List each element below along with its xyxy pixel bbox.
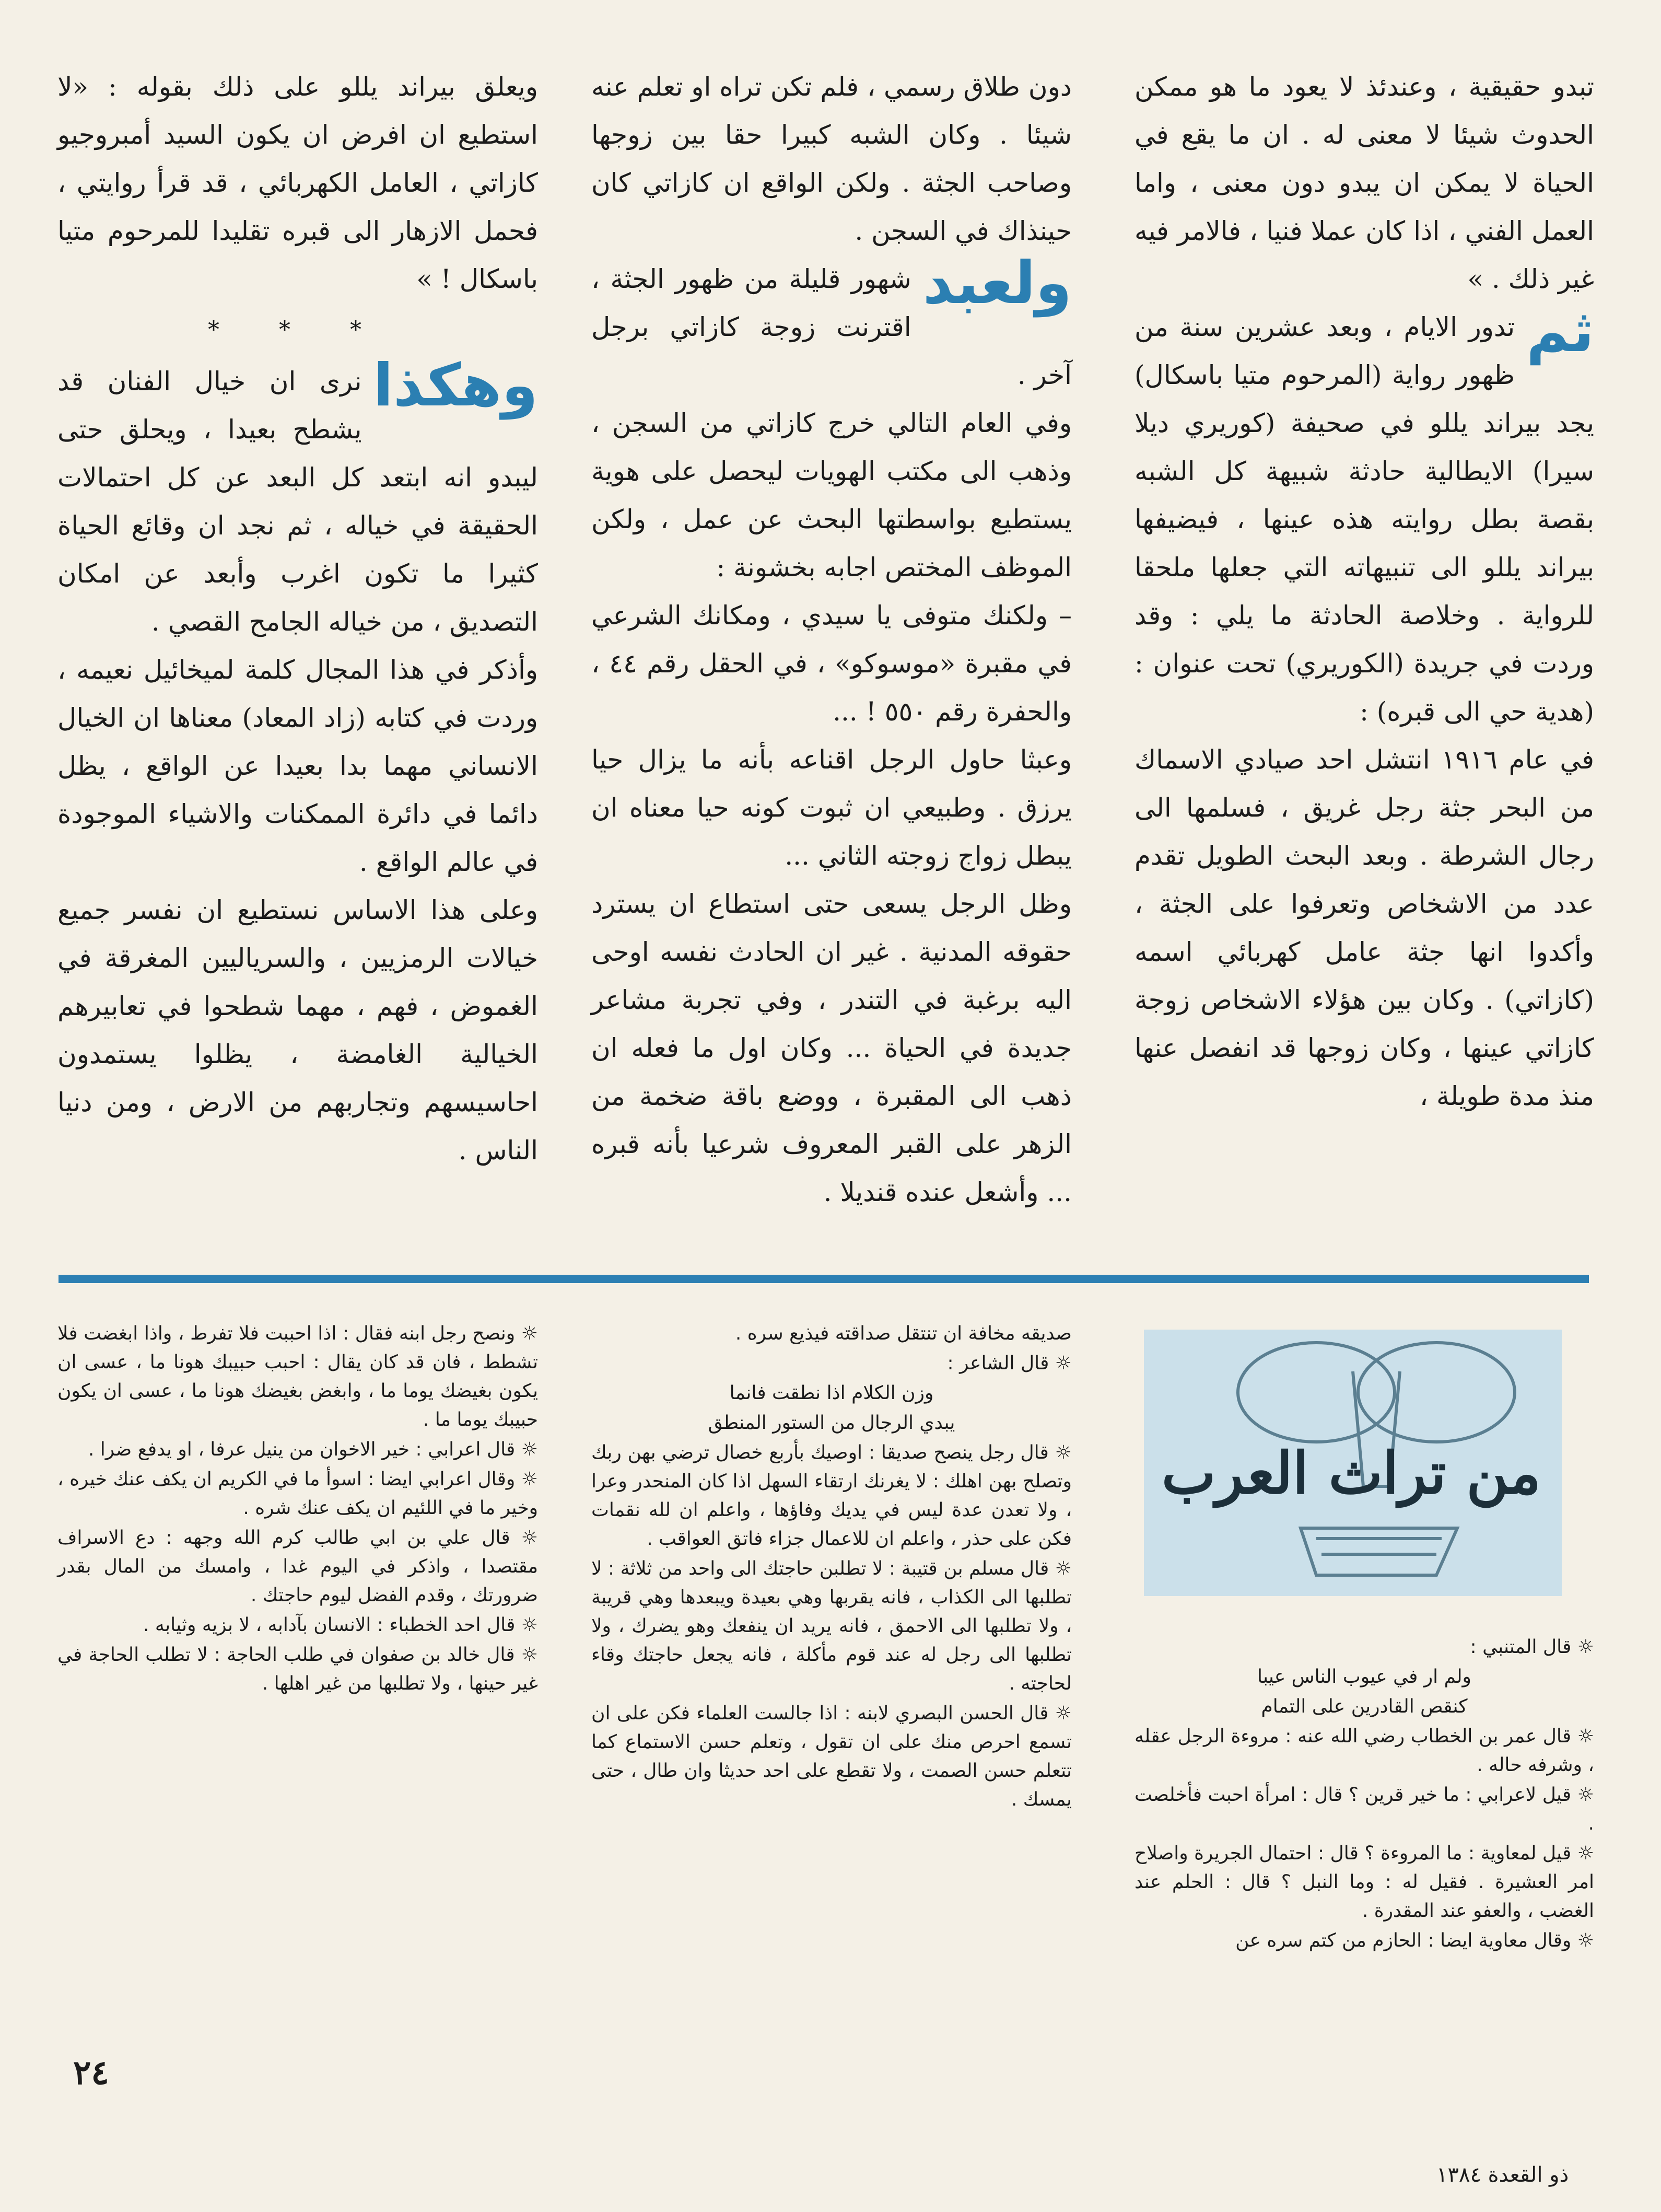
paragraph: وأذكر في هذا المجال كلمة لميخائيل نعيمه ، وردت في كتابه (زاد المعاد) معناها ان الخيال الانساني مهما بدا بعيدا عن الواقع ، يظل دائما في دائرة الممكنات والاشياء الموجودة في عالم الواقع . [57, 655, 538, 877]
poem-line: يبدي الرجال من الستور المنطق [708, 1412, 955, 1434]
saying: ☼ قال خالد بن صفوان في طلب الحاجة : لا تطلب الحاجة في غير حينها ، ولا تطلبها من غير اهلها . [57, 1644, 538, 1694]
paragraph: – ولكنك متوفى يا سيدي ، ومكانك الشرعي في مقبرة «موسوكو» ، في الحقل رقم ٤٤ ، والحفرة رقم ٥٥٠ ! ... [591, 600, 1072, 727]
paragraph: دون طلاق رسمي ، فلم تكن تراه او تعلم عنه شيئا . وكان الشبه كبيرا حقا بين زوجها وصاحب الجثة . ولكن الواقع ان كازاتي كان حينذاك في السجن . [591, 72, 1072, 246]
lead-word: وهكذا [373, 352, 538, 420]
paragraph-text: نرى ان خيال الفنان قد يشطح بعيدا ، ويحلق حتى ليبدو انه ابتعد كل البعد عن كل احتمالات الحقيقة في خياله ، ثم نجد ان وقائع الحياة كثيرا ما تكون اغرب وأبعد عن امكان التصديق ، من خياله الجامح القصي . [57, 366, 538, 637]
paragraph [1134, 297, 1594, 736]
section-title: من تراث العرب [1161, 1439, 1541, 1507]
paragraph: وفي العام التالي خرج كازاتي من السجن ، وذهب الى مكتب الهويات ليحصل على هوية يستطيع بواسطتها البحث عن عمل ، ولكن الموظف المختص اجابه بخشونة : [591, 408, 1072, 583]
saying: صديقه مخافة ان تنتقل صداقته فيذيع سره . [735, 1323, 1072, 1344]
saying: ☼ قال احد الخطباء : الانسان بآدابه ، لا بزيه وثيابه . [143, 1614, 538, 1636]
paragraph: وعبثا حاول الرجل اقناعه بأنه ما يزال حيا يرزق . وطبيعي ان ثبوت كونه حيا معناه ان يبطل زواج زوجته الثاني ... [591, 744, 1072, 871]
saying: ☼ ونصح رجل ابنه فقال : اذا احببت فلا تفرط ، واذا ابغضت فلا تشطط ، فان قد كان يقال : احبب حبيبك هونا ما ، عسى ان يكون بغيضك يوما ما ، وابغض بغيضك هونا ما ، عسى ان يكون حبيبك يوما ما . [57, 1323, 538, 1430]
saying: ☼ قال الشاعر : [947, 1353, 1072, 1374]
poem-line: وزن الكلام اذا نطقت فانما [729, 1382, 934, 1404]
saying: ☼ قيل لمعاوية : ما المروءة ؟ قال : احتمال الجريرة واصلاح امر العشيرة . فقيل له : وما النبل ؟ قال : الحلم عند الغضب ، والعفو عند المقدرة . [1134, 1843, 1594, 1922]
poem-line: كنقص القادرين على التمام [1261, 1696, 1468, 1717]
saying: ☼ وقال اعرابي ايضا : اسوأ ما في الكريم ان يكف عنك خيره ، وخير ما في اللئيم ان يكف عنك شره . [57, 1469, 538, 1519]
saying: ☼ قال الحسن البصري لابنه : اذا جالست العلماء فكن على ان تسمع احرص منك على ان تقول ، وتعلم حسن الاستماع كما تتعلم حسن الصمت ، ولا تقطع على احد حديثا وان طال ، حتى يمسك . [591, 1703, 1072, 1810]
article-column-1 [1134, 63, 1594, 1120]
saying: ☼ قيل لاعرابي : ما خير قرين ؟ قال : امرأة احبت فأخلصت . [1134, 1784, 1594, 1834]
poem-line: ولم ار في عيوب الناس عيبا [1257, 1666, 1471, 1687]
issue-date: ذو القعدة ١٣٨٤ [1436, 2163, 1569, 2187]
saying: ☼ قال مسلم بن قتيبة : لا تطلبن حاجتك الى واحد من ثلاثة : لا تطلبها الى الكذاب ، فانه يقربها وهي بعيدة ويبعدها وهي قريبة ، ولا تطلبها الى الاحمق ، فانه يريد ان ينفعك وهو يضرك ، ولا تطلبها الى رجل له عند قوم مأكلة ، فانه يجعل حاجتك وقاء لحاجته . [591, 1558, 1072, 1694]
paragraph: في عام ١٩١٦ انتشل احد صيادي الاسماك من البحر جثة رجل غريق ، فسلمها الى رجال الشرطة . وبعد البحث الطويل تقدم عدد من الاشخاص وتعرفوا على الجثة ، وأكدوا انها جثة عامل كهربائي اسمه (كازاتي) . وكان بين هؤلاء الاشخاص زوجة كازاتي عينها ، وكان زوجها قد انفصل عنها منذ مدة طويلة ، [1134, 744, 1595, 1111]
lead-word: ثم [1526, 297, 1594, 365]
paragraph [591, 249, 1072, 399]
saying: ☼ قال المتنبي : [1470, 1636, 1594, 1658]
paragraph-text: شهور قليلة من ظهور الجثة ، اقترنت زوجة كازاتي برجل آخر . [591, 264, 1072, 390]
paragraph: وعلى هذا الاساس نستطيع ان نفسر جميع خيالات الرمزيين ، والسرياليين المغرقة في الغموض ، فهم ، مهما شطحوا في تعابيرهم الخيالية الغامضة ، يظلوا يستمدون احاسيسهم وتجاربهم من الارض ، ومن دنيا الناس . [57, 895, 538, 1166]
paragraph: ويعلق بيراند يللو على ذلك بقوله : «لا استطيع ان افرض ان يكون السيد أمبروجيو كازاتي ، العامل الكهربائي ، قد قرأ روايتي ، فحمل الازهار الى قبره تقليدا للمرحوم متيا باسكال ! » [57, 72, 538, 294]
sayings-column-2 [591, 1319, 1072, 1815]
article-column-2 [591, 63, 1072, 1216]
paragraph: وظل الرجل يسعى حتى استطاع ان يسترد حقوقه المدنية . غير ان الحادث نفسه اوحى اليه برغبة في التندر ، وفي تجربة مشاعر جديدة في الحياة ... وكان اول ما فعله ان ذهب الى المقبرة ، ووضع باقة ضخمة من الزهر على القبر المعروف شرعيا بأنه قبره ... وأشعل عنده قنديلا . [591, 889, 1072, 1207]
page-number: ٢٤ [73, 2053, 109, 2092]
horizontal-rule [59, 1275, 1589, 1283]
paragraph-text: تدور الايام ، وبعد عشرين سنة من ظهور رواية (المرحوم متيا باسكال) يجد بيراند يللو في صحيفة (كوريري ديلا سيرا) الايطالية حادثة شبيهة كل الشبه بقصة بطل روايته هذه عينها ، فيضيفها بيراند يللو الى تنبيهاته التي جعلها ملحقا للرواية . وخلاصة الحادثة ما يلي : وقد وردت في جريدة (الكوريري) تحت عنوان : (هدية حي الى قبره) : [1134, 312, 1594, 727]
section-divider-stars: * * * [208, 317, 388, 343]
lead-word: ولعبد [922, 249, 1072, 317]
sayings-column-3 [57, 1319, 538, 1699]
section-emblem [1144, 1330, 1562, 1596]
saying: ☼ قال رجل ينصح صديقا : اوصيك بأربع خصال ترضي بهن ربك وتصلح بهن اهلك : لا يغرنك ارتقاء السهل اذا كان المنحدر وعرا ، ولا تعدن عدة ليس في يديك وفاؤها ، واعلم ان لله نقمات فكن على حذر ، واعلم ان للاعمال جزاء فاتق العواقب . [591, 1442, 1072, 1550]
article-column-3 [57, 63, 538, 1174]
saying: ☼ وقال معاوية ايضا : الحازم من كتم سره عن [1235, 1930, 1594, 1951]
saying: ☼ قال اعرابي : خير الاخوان من ينيل عرفا ، او يدفع ضرا . [88, 1439, 538, 1460]
saying: ☼ قال علي بن ابي طالب كرم الله وجهه : دع الاسراف مقتصدا ، واذكر في اليوم غدا ، وامسك من المال بقدر ضرورتك ، وقدم الفضل ليوم حاجتك . [57, 1527, 538, 1606]
paragraph: تبدو حقيقية ، وعندئذ لا يعود ما هو ممكن الحدوث شيئا لا معنى له . ان ما يقع في الحياة لا يمكن ان يبدو دون معنى ، واما العمل الفني ، اذا كان عملا فنيا ، فالامر فيه غير ذلك . » [1134, 72, 1594, 294]
sayings-column-1 [1134, 1633, 1594, 1956]
saying: ☼ قال عمر بن الخطاب رضي الله عنه : مروءة الرجل عقله ، وشرفه حاله . [1134, 1726, 1594, 1776]
paragraph [57, 352, 538, 646]
